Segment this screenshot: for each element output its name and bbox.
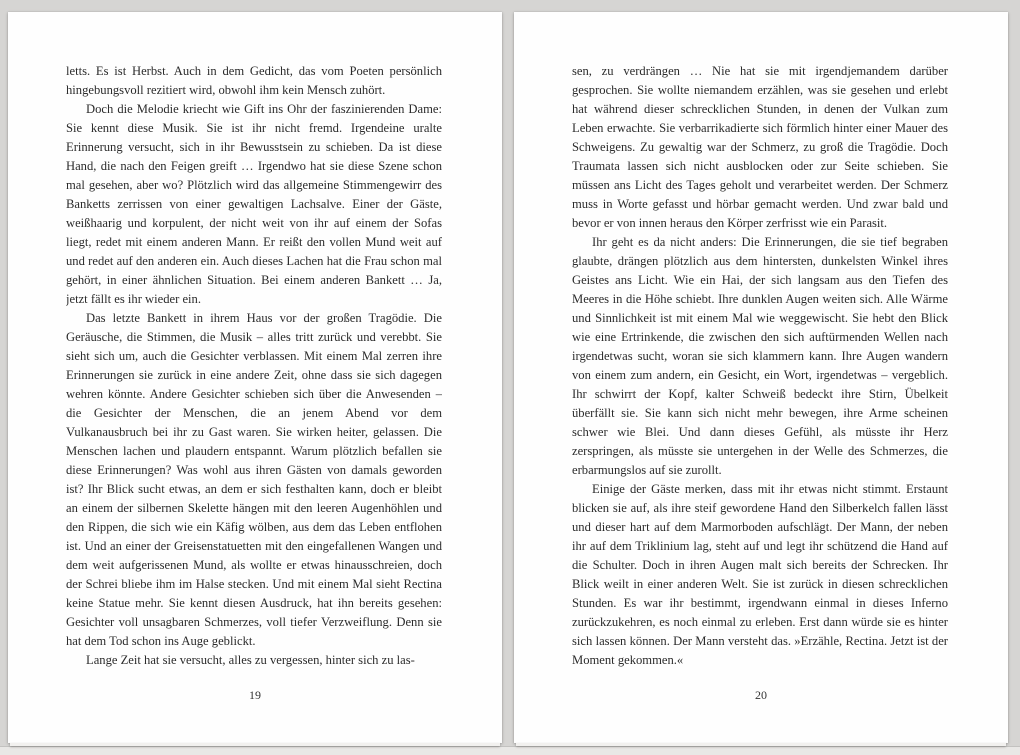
paragraph: Doch die Melodie kriecht wie Gift ins Ohr der faszinierenden Dame: Sie kennt diese Musik. Sie ist ihr nicht fremd. Irgendeine uralte Erinnerung versucht, sich in ihr Bewusstsein zu schieben. Da ist diese Hand, die nach den Feigen greift … Irgendwo hat sie diese Szene schon mal gesehen, aber wo? Plötzlich wird das allgemeine Stimmengewirr des Banketts zerrissen von einer gewaltigen Lachsalve. Einer der Gäste, weißhaarig und korpulent, der nicht weit von ihr auf einem der Sofas liegt, redet mit einem anderen Mann. Er reißt den vollen Mund weit auf und redet auf den anderen ein. Auch dieses Lachen hat die Frau schon mal gehört, in einer ähnlichen Situation. Bei einem anderen Bankett … Ja, jetzt fällt es ihr wieder ein. — [66, 102, 442, 306]
book-bottom-edge — [0, 746, 1020, 755]
paragraph: sen, zu verdrängen … Nie hat sie mit irgendjemandem darüber gesprochen. Sie wollte niemandem erzählen, was sie gesehen und erlebt hat während dieser schrecklichen Stunden, in denen der Vulkan zum Leben erwachte. Sie verbarrikadierte sich förmlich hinter einer Mauer des Schweigens. Zu gewaltig war der Schmerz, zu groß die Tragödie. Doch Traumata lassen sich nicht ausblocken oder zur Seite schieben. Sie müssen ans Licht des Tages geholt und verarbeitet werden. Der Schmerz muss in Worte gefasst und hörbar gemacht werden. Und zwar bald und bevor er von innen heraus den Körper zerfrisst wie ein Parasit. — [572, 64, 948, 230]
paragraph: Das letzte Bankett in ihrem Haus vor der großen Tragödie. Die Geräusche, die Stimmen, die Musik – alles tritt zurück und verebbt. Sie sieht sich um, auch die Gesichter verblassen. Mit einem Mal zerren ihre Erinnerungen sie zurück in eine andere Zeit, ohne dass sie sich dagegen wehren könnte. Andere Gesichter schieben sich über die Anwesenden – die Gesichter der Menschen, die an jenem Abend vor dem Vulkanausbruch bei ihr zu Gast waren. Sie wirken heiter, gelassen. Die Menschen lachen und plaudern entspannt. Warum plötzlich befallen sie diese Erinnerungen? Was wohl aus ihren Gästen von damals geworden ist? Ihr Blick sucht etwas, an dem er sich festhalten kann, doch er bleibt an einem der silbernen Skelette hängen mit den leeren Augenhöhlen und den Rippen, die sich wie ein Käfig wölben, aus dem das Leben entflohen ist. Und an einer der Greisenstatuetten mit den eingefallenen Wangen und dem weit aufgerissenen Mund, als wollte er etwas hinausschreien, doch der Schrei bliebe ihm im Halse stecken. Und mit einem Mal sieht Rectina keine Statue mehr. Sie kennt diesen Ausdruck, hat ihn bereits gesehen: Gesichter voll unsagbaren Schmerzes, voll tiefer Verzweiflung. Denn sie hat dem Tod schon ins Auge geblickt. — [66, 311, 442, 648]
page-left — [8, 12, 502, 743]
page-right — [514, 12, 1008, 743]
paragraph: letts. Es ist Herbst. Auch in dem Gedicht, das vom Poeten persönlich hingebungsvoll rezitiert wird, obwohl ihm kein Mensch zuhört. — [66, 64, 442, 97]
paragraph: Ihr geht es da nicht anders: Die Erinnerungen, die sie tief begraben glaubte, drängen plötzlich aus dem hintersten, dunkelsten Winkel ihres Geistes ans Licht. Wie ein Hai, der sich langsam aus den Tiefen des Meeres in die Höhe schiebt. Ihre dunklen Augen weiten sich. Alle Wärme und Sinnlichkeit ist mit einem Mal wie weggewischt. Sie hebt den Blick wie eine Ertrinkende, die zwischen den sich auftürmenden Wellen nach irgendetwas sucht, woran sie sich klammern kann. Ihre Augen wandern von einem zum andern, ein Gesicht, ein Wort, irgendetwas – vergeblich. Ihr schwirrt der Kopf, kalter Schweiß bedeckt ihre Stirn, Übelkeit überfällt sie. Sie kann sich nicht mehr bewegen, ihre Arme scheinen schwer wie Blei. Und dann dieses Gefühl, als müsste ihr Herz zerspringen, als müsste sie untergehen in der Welle des Schmerzes, die erbarmungslos auf sie zurollt. — [572, 235, 948, 477]
page-right-text — [572, 62, 948, 694]
paragraph: Einige der Gäste merken, dass mit ihr etwas nicht stimmt. Erstaunt blicken sie auf, als ihre steif gewordene Hand den Silberkelch fallen lässt und dieser hart auf dem Marmorboden aufschlägt. Der Mann, der neben ihr auf dem Triklinium lag, steht auf und legt ihr schützend die Hand auf die Schulter. Doch in ihren Augen malt sich bereits der Schrecken. Ihr Blick weilt in einer anderen Welt. Sie ist zurück in diesen schrecklichen Stunden. Es war ihr bestimmt, irgendwann einmal in dieses Inferno zurückzukehren, es noch einmal zu erleben. Erst dann würde sie es hinter sich lassen können. Der Mann versteht das. »Erzähle, Rectina. Jetzt ist der Moment gekommen.« — [572, 482, 948, 667]
page-number-left: 19 — [249, 688, 261, 702]
page-left-text — [66, 62, 442, 694]
page-number-right: 20 — [755, 688, 767, 702]
paragraph: Lange Zeit hat sie versucht, alles zu vergessen, hinter sich zu las- — [86, 653, 415, 667]
